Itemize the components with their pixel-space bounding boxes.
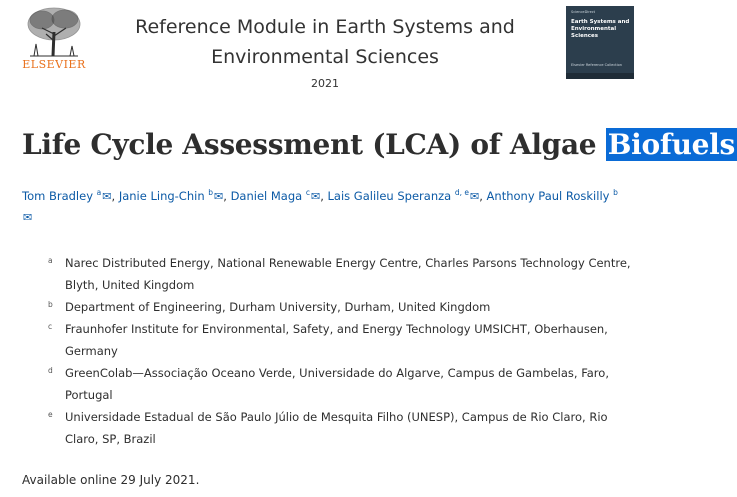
affiliation-text-cont: Portugal — [65, 388, 113, 402]
affiliation-label: c — [48, 322, 53, 331]
affiliation-item — [48, 252, 648, 296]
author-affiliation-sup: b — [208, 188, 214, 198]
author-list: Tom Bradley $^a$✉, Janie Ling-Chin $^b$✉, Daniel Maga $^c$✉, Lais Galileu Speranza $^{d, e}$✉, Anthony Paul Roskilly $^b$ ✉ — [22, 186, 642, 228]
affiliation-text-cont: Claro, SP, Brazil — [65, 432, 156, 446]
reference-title-line-2[interactable]: Environmental Sciences — [211, 46, 439, 68]
author-affiliation-sup: c — [305, 188, 310, 198]
author-name[interactable]: Daniel Maga — [230, 189, 303, 203]
affiliation-text: Narec Distributed Energy, National Renewable Energy Centre, Charles Parsons Technology Centre, — [65, 256, 631, 270]
email-icon[interactable]: ✉ — [23, 211, 33, 224]
reference-work-title[interactable] — [100, 12, 550, 72]
tree-icon — [20, 4, 88, 60]
author-link[interactable] — [119, 189, 223, 203]
affiliation-item — [48, 318, 648, 362]
affiliation-text-cont: Blyth, United Kingdom — [65, 278, 195, 292]
author-name[interactable]: Tom Bradley — [22, 189, 94, 203]
email-icon[interactable]: ✉ — [214, 190, 224, 203]
author-link[interactable] — [487, 189, 618, 203]
reference-title-line-1[interactable]: Reference Module in Earth Systems and — [135, 16, 515, 38]
affiliation-list — [48, 252, 648, 450]
cover-title: Earth Systems and Environmental Sciences — [571, 19, 630, 39]
email-icon[interactable]: ✉ — [102, 190, 112, 203]
article-title-highlight[interactable]: Biofuels — [607, 128, 735, 161]
email-icon[interactable]: ✉ — [470, 190, 480, 203]
affiliation-text: Fraunhofer Institute for Environmental, Safety, and Energy Technology UMSICHT, Oberhausen, — [65, 322, 608, 336]
affiliation-item — [48, 362, 648, 406]
publisher-name: ELSEVIER — [22, 58, 86, 71]
publication-year: 2021 — [311, 77, 339, 90]
author-name[interactable]: Anthony Paul Roskilly — [486, 189, 610, 203]
available-online-date: Available online 29 July 2021. — [22, 473, 200, 487]
affiliation-item — [48, 296, 648, 318]
author-name[interactable]: Janie Ling-Chin — [118, 189, 205, 203]
article-title-text: Life Cycle Assessment (LCA) of Algae — [22, 128, 606, 161]
affiliation-label: a — [48, 256, 53, 265]
affiliation-text: Department of Engineering, Durham University, Durham, United Kingdom — [65, 300, 491, 314]
author-link[interactable] — [22, 189, 112, 203]
affiliation-item — [48, 406, 648, 450]
book-cover[interactable] — [566, 6, 634, 79]
affiliation-text: GreenColab—Associação Oceano Verde, Universidade do Algarve, Campus de Gambelas, Faro, — [65, 366, 609, 380]
email-icon[interactable]: ✉ — [310, 190, 321, 203]
cover-brand: ScienceDirect — [571, 10, 596, 14]
author-link[interactable] — [231, 189, 321, 203]
affiliation-label: b — [48, 300, 53, 309]
author-affiliation-sup: b — [613, 188, 618, 198]
affiliation-text-cont: Germany — [65, 344, 118, 358]
article-title — [22, 128, 737, 161]
affiliation-text: Universidade Estadual de São Paulo Júlio de Mesquita Filho (UNESP), Campus de Rio Claro, Rio — [65, 410, 608, 424]
cover-subtitle: Elsevier Reference Collection — [571, 63, 622, 67]
author-affiliation-sup: a — [96, 188, 102, 198]
affiliation-label: e — [48, 410, 53, 419]
author-affiliation-sup: d, e — [454, 188, 470, 198]
page-header — [0, 0, 654, 110]
author-link[interactable] — [328, 189, 480, 203]
affiliation-label: d — [48, 366, 53, 375]
author-name[interactable]: Lais Galileu Speranza — [327, 189, 452, 203]
cover-bar — [566, 73, 634, 79]
